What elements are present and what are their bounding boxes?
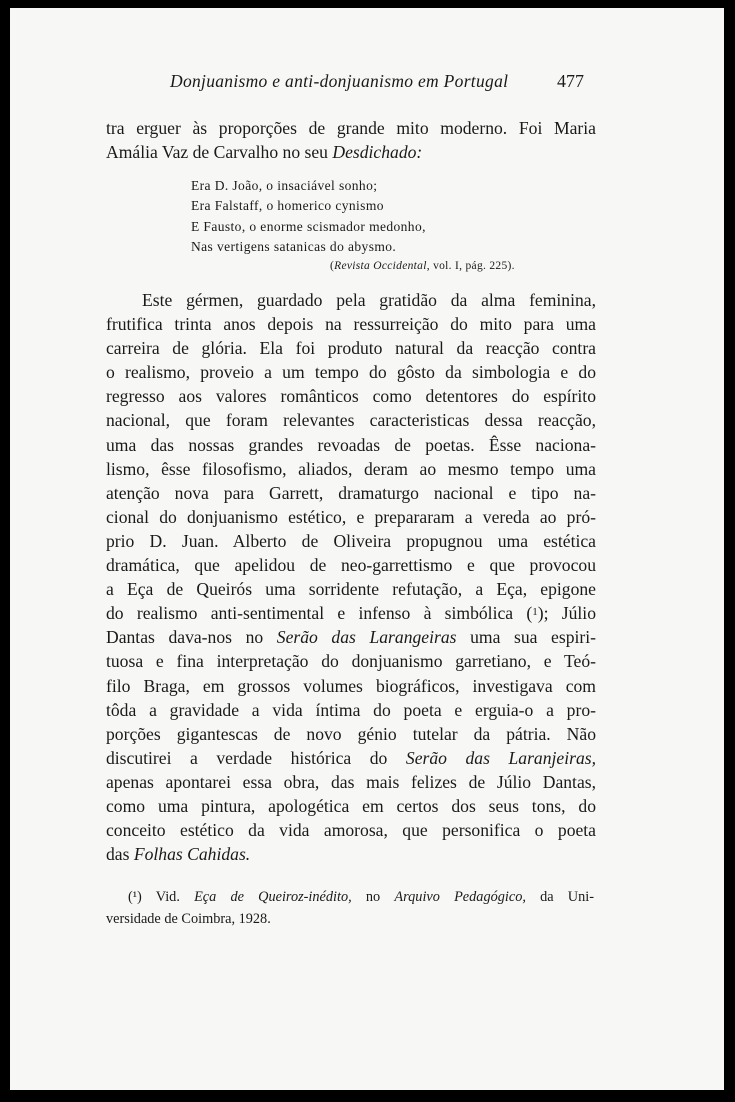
citation-text: , vol. I, pág. 225).: [426, 260, 515, 272]
work-title: Folhas Cahidas.: [133, 844, 251, 865]
text-line: prio D. Juan. Alberto de Oliveira propugnou uma estética: [106, 530, 596, 551]
text-line: carreira de glória. Ela foi produto natural da reacção contra: [106, 338, 596, 359]
footnote-ref: 1: [532, 606, 538, 619]
footnote-marker: (¹): [128, 889, 142, 905]
text-line: apenas apontarei essa obra, das mais felizes de Júlio Dantas,: [106, 771, 596, 792]
text-line: [106, 625, 596, 649]
text-line: o realismo, proveio a um tempo do gôsto da simbologia e do: [106, 362, 596, 383]
poem-verse: Era Falstaff, o homerico cynismo: [191, 198, 384, 214]
citation-text: (: [330, 260, 335, 272]
text-fragment: Amália Vaz de Carvalho no seu: [106, 142, 333, 163]
text-line: atenção nova para Garrett, dramaturgo nacional e tipo na-: [106, 482, 596, 503]
text-line: tra erguer às proporções de grande mito moderno. Foi Maria: [106, 118, 596, 138]
text-line: [106, 842, 596, 866]
text-line: [106, 601, 596, 625]
poem-citation: [330, 260, 515, 272]
text-line: conceito estético da vida amorosa, que personifica o poeta: [106, 820, 596, 841]
poem-verse: E Fausto, o enorme scismador medonho,: [191, 218, 426, 234]
footnote-title: Eça de Queiroz-inédito,: [194, 889, 352, 905]
work-title: Serão das Laranjeiras,: [405, 747, 596, 768]
text-line: regresso aos valores românticos como detentores do espírito: [106, 386, 596, 407]
text-line: tuosa e fina interpretação do donjuanismo garretiano, e Teó-: [106, 651, 596, 672]
text-line: cional do donjuanismo estético, e prepararam a vereda ao pró-: [106, 506, 596, 527]
footnote-text: no: [351, 889, 395, 905]
footnote-line: versidade de Coimbra, 1928.: [106, 910, 271, 927]
text-line: porções gigantescas de novo génio tutelar da pátria. Não: [106, 723, 596, 744]
text-line: frutifica trinta anos depois na ressurreição do mito para uma: [106, 314, 596, 335]
book-page: [10, 8, 724, 1090]
running-title: Donjuanismo e anti-donjuanismo em Portugal: [170, 71, 509, 91]
work-title: Serão das Larangeiras: [276, 627, 457, 648]
text-line: Este gérmen, guardado pela gratidão da alma feminina,: [142, 290, 596, 310]
text-fragment: ); Júlio: [537, 603, 596, 624]
page-number: 477: [557, 71, 584, 91]
text-line: uma das nossas grandes revoadas de poetas. Êsse naciona-: [106, 434, 596, 455]
text-line: filo Braga, em grossos volumes biográficos, investigava com: [106, 675, 596, 696]
footnote: [106, 887, 594, 930]
text-line: nacional, que foram relevantes caracteristicas dessa reacção,: [106, 410, 596, 431]
intro-paragraph: [106, 116, 596, 164]
text-line: [106, 140, 596, 164]
footnote-line: [106, 887, 594, 909]
poem-quote: [191, 176, 541, 257]
text-fragment: do realismo anti-sentimental e infenso à simbólica (: [106, 603, 533, 624]
text-line: dramática, que apelidou de neo-garrettismo e que provocou: [106, 555, 596, 576]
footnote-title: Arquivo Pedagógico,: [394, 889, 526, 905]
poem-verse: Nas vertigens satanicas do abysmo.: [191, 238, 397, 254]
work-title: Desdichado:: [332, 142, 423, 163]
text-line: como uma pintura, apologética em certos dos seus tons, do: [106, 795, 596, 816]
page-header: [170, 71, 590, 99]
text-fragment: discutirei a verdade histórica do: [106, 747, 406, 768]
text-line: lismo, êsse filosofismo, aliados, deram ao mesmo tempo uma: [106, 458, 596, 479]
citation-title: Revista Occidental: [334, 260, 427, 272]
footnote-text: da Uni-: [525, 889, 594, 905]
text-line: [106, 746, 596, 770]
text-line: a Eça de Queirós uma sorridente refutação, a Eça, epigone: [106, 579, 596, 600]
text-fragment: uma sua espiri-: [456, 627, 597, 648]
main-paragraph: [106, 288, 596, 866]
poem-verse: Era D. João, o insaciável sonho;: [191, 178, 378, 193]
text-fragment: das: [106, 844, 134, 865]
footnote-text: Vid.: [141, 889, 195, 905]
text-fragment: Dantas dava-nos no: [106, 627, 277, 648]
text-line: tôda a gravidade a vida íntima do poeta e erguia-o a pro-: [106, 699, 596, 720]
